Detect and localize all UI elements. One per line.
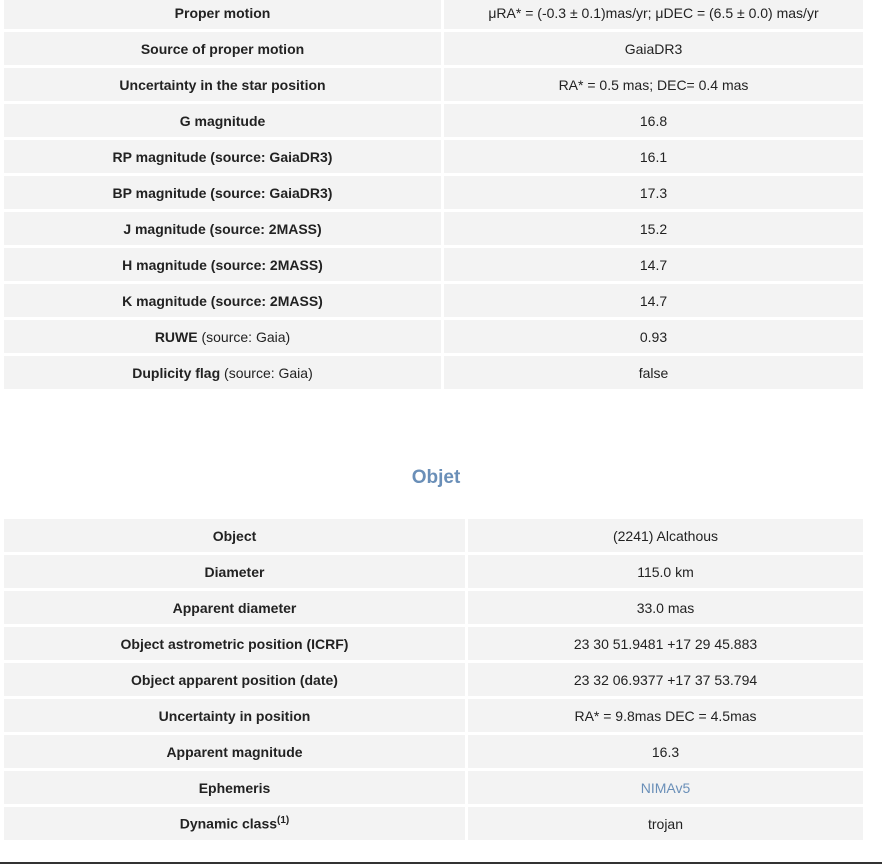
row-value: (2241) Alcathous: [468, 516, 866, 552]
row-label: BP magnitude (source: GaiaDR3): [4, 173, 444, 209]
row-label-text: Dynamic class: [179, 815, 278, 832]
row-label: Object: [4, 516, 468, 552]
table-row: [4, 173, 866, 209]
row-value: 33.0 mas: [468, 588, 866, 624]
row-value: trojan: [468, 804, 866, 840]
row-value: 14.7: [444, 281, 866, 317]
row-label-text: RUWE: [154, 328, 198, 345]
table-row: [4, 588, 866, 624]
table-row: [4, 552, 866, 588]
row-label: Source of proper motion: [4, 29, 444, 65]
row-label-text: Duplicity flag: [132, 364, 221, 381]
table-row: [4, 29, 866, 65]
row-label: Proper motion: [4, 0, 444, 29]
row-label: Uncertainty in the star position: [4, 65, 444, 101]
row-value: [468, 768, 866, 804]
row-label: [4, 353, 444, 389]
row-label-source: (source: Gaia): [224, 364, 313, 381]
row-label: Apparent diameter: [4, 588, 468, 624]
row-label-source: (source: Gaia): [201, 328, 291, 345]
row-label: Apparent magnitude: [4, 732, 468, 768]
ephemeris-link[interactable]: NIMAv5: [640, 779, 691, 796]
row-value: 15.2: [444, 209, 866, 245]
row-label: [4, 317, 444, 353]
table-row: [4, 660, 866, 696]
table-row: [4, 101, 866, 137]
row-label: Diameter: [4, 552, 468, 588]
row-value: 115.0 km: [468, 552, 866, 588]
row-label: H magnitude (source: 2MASS): [4, 245, 444, 281]
table-row: [4, 137, 866, 173]
row-value: 14.7: [444, 245, 866, 281]
table-row: [4, 65, 866, 101]
table-row: [4, 317, 866, 353]
row-value: RA* = 9.8mas DEC = 4.5mas: [468, 696, 866, 732]
row-label: Ephemeris: [4, 768, 468, 804]
table-row: [4, 353, 866, 389]
footnote-marker: (1): [277, 815, 290, 827]
table-row: [4, 245, 866, 281]
table-row: [4, 768, 866, 804]
row-value: 23 30 51.9481 +17 29 45.883: [468, 624, 866, 660]
table-row: [4, 281, 866, 317]
row-label: RP magnitude (source: GaiaDR3): [4, 137, 444, 173]
row-label: G magnitude: [4, 101, 444, 137]
row-label: Object astrometric position (ICRF): [4, 624, 468, 660]
row-value: 16.3: [468, 732, 866, 768]
table-row: [4, 696, 866, 732]
row-value: RA* = 0.5 mas; DEC= 0.4 mas: [444, 65, 866, 101]
row-label: J magnitude (source: 2MASS): [4, 209, 444, 245]
row-label: Uncertainty in position: [4, 696, 468, 732]
table-row: [4, 209, 866, 245]
row-value: GaiaDR3: [444, 29, 866, 65]
table-row: [4, 804, 866, 840]
table-row: [4, 516, 866, 552]
section-title: Objet: [411, 467, 461, 488]
row-value: 16.8: [444, 101, 866, 137]
row-label: [4, 804, 468, 840]
table-row: [4, 0, 866, 29]
row-value: 23 32 06.9377 +17 37 53.794: [468, 660, 866, 696]
row-value: μRA* = (-0.3 ± 0.1)mas/yr; μDEC = (6.5 ± 0.0) mas/yr: [444, 0, 866, 29]
row-value: false: [444, 353, 866, 389]
row-value: 17.3: [444, 173, 866, 209]
row-label: Object apparent position (date): [4, 660, 468, 696]
table-row: [4, 732, 866, 768]
row-label: K magnitude (source: 2MASS): [4, 281, 444, 317]
table-row: [4, 624, 866, 660]
star-info-table: [4, 0, 866, 389]
row-value: 0.93: [444, 317, 866, 353]
object-info-table: [4, 516, 866, 840]
row-value: 16.1: [444, 137, 866, 173]
